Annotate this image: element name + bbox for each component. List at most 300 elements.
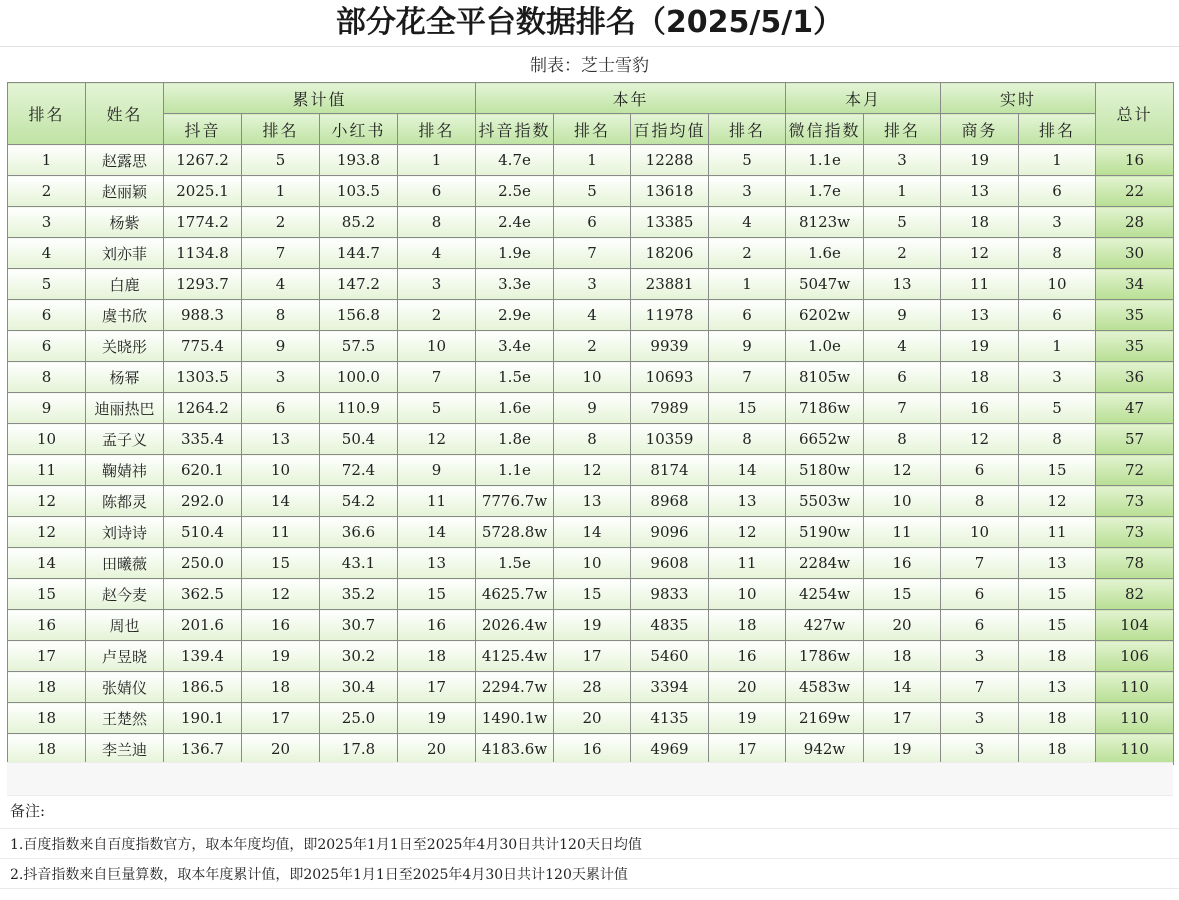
cell-total: 72 (1096, 455, 1174, 486)
cell-baidu-avg-rank: 19 (709, 703, 786, 734)
cell-douyin-rank: 14 (242, 486, 320, 517)
cell-douyin-rank: 17 (242, 703, 320, 734)
cell-total: 16 (1096, 145, 1174, 176)
cell-xiaohongshu-rank: 15 (398, 579, 476, 610)
header-name: 姓名 (86, 83, 164, 145)
cell-xiaohongshu: 30.4 (320, 672, 398, 703)
header-wechat-index-rank: 排名 (864, 114, 941, 145)
table-row (8, 610, 1174, 641)
cell-business: 16 (941, 393, 1019, 424)
cell-rank: 6 (8, 300, 86, 331)
note-item: 2.抖音指数来自巨量算数，取本年度累计值，即2025年1月1日至2025年4月30日共计120天累计值 (10, 867, 628, 883)
cell-name: 赵今麦 (86, 579, 164, 610)
cell-douyin-index-rank: 6 (554, 207, 631, 238)
cell-douyin-index: 1.9e (476, 238, 554, 269)
notes-heading: 备注: (10, 802, 46, 820)
cell-douyin-index-rank: 17 (554, 641, 631, 672)
cell-xiaohongshu-rank: 13 (398, 548, 476, 579)
cell-wechat-index-rank: 12 (864, 455, 941, 486)
cell-baidu-avg-rank: 13 (709, 486, 786, 517)
cell-name: 李兰迪 (86, 734, 164, 765)
cell-douyin-index-rank: 9 (554, 393, 631, 424)
cell-baidu-avg: 10359 (631, 424, 709, 455)
cell-xiaohongshu-rank: 2 (398, 300, 476, 331)
cell-xiaohongshu: 85.2 (320, 207, 398, 238)
table-row (8, 145, 1174, 176)
cell-total: 110 (1096, 734, 1174, 765)
cell-douyin-index-rank: 19 (554, 610, 631, 641)
header-wechat-index: 微信指数 (786, 114, 864, 145)
cell-baidu-avg-rank: 17 (709, 734, 786, 765)
table-row (8, 517, 1174, 548)
cell-rank: 12 (8, 486, 86, 517)
table-row (8, 238, 1174, 269)
cell-name: 卢昱晓 (86, 641, 164, 672)
cell-name: 白鹿 (86, 269, 164, 300)
cell-rank: 16 (8, 610, 86, 641)
table-row (8, 362, 1174, 393)
header-douyin-rank: 排名 (242, 114, 320, 145)
cell-baidu-avg: 18206 (631, 238, 709, 269)
cell-xiaohongshu-rank: 16 (398, 610, 476, 641)
cell-douyin-index: 1.5e (476, 548, 554, 579)
cell-douyin-rank: 16 (242, 610, 320, 641)
cell-business: 11 (941, 269, 1019, 300)
cell-douyin-index: 1490.1w (476, 703, 554, 734)
cell-business-rank: 18 (1019, 734, 1096, 765)
cell-name: 田曦薇 (86, 548, 164, 579)
table-row (8, 703, 1174, 734)
cell-baidu-avg: 3394 (631, 672, 709, 703)
cell-wechat-index: 2284w (786, 548, 864, 579)
table-row (8, 300, 1174, 331)
cell-douyin-index: 1.1e (476, 455, 554, 486)
cell-wechat-index: 1.0e (786, 331, 864, 362)
cell-douyin-rank: 3 (242, 362, 320, 393)
cell-douyin: 988.3 (164, 300, 242, 331)
cell-business: 6 (941, 579, 1019, 610)
header-xiaohongshu-rank: 排名 (398, 114, 476, 145)
cell-wechat-index: 427w (786, 610, 864, 641)
cell-baidu-avg-rank: 2 (709, 238, 786, 269)
header-douyin-index: 抖音指数 (476, 114, 554, 145)
table-row (8, 269, 1174, 300)
cell-douyin: 620.1 (164, 455, 242, 486)
cell-wechat-index-rank: 7 (864, 393, 941, 424)
cell-xiaohongshu: 30.2 (320, 641, 398, 672)
cell-wechat-index: 1.1e (786, 145, 864, 176)
cell-total: 34 (1096, 269, 1174, 300)
cell-douyin: 1303.5 (164, 362, 242, 393)
cell-rank: 11 (8, 455, 86, 486)
cell-wechat-index-rank: 18 (864, 641, 941, 672)
cell-rank: 14 (8, 548, 86, 579)
cell-douyin: 510.4 (164, 517, 242, 548)
cell-douyin-index-rank: 1 (554, 145, 631, 176)
cell-wechat-index: 4254w (786, 579, 864, 610)
cell-douyin-rank: 5 (242, 145, 320, 176)
cell-rank: 3 (8, 207, 86, 238)
cell-business: 8 (941, 486, 1019, 517)
cell-xiaohongshu: 144.7 (320, 238, 398, 269)
cell-xiaohongshu: 36.6 (320, 517, 398, 548)
cell-total: 110 (1096, 703, 1174, 734)
cell-business-rank: 1 (1019, 145, 1096, 176)
cell-name: 张婧仪 (86, 672, 164, 703)
cell-business-rank: 8 (1019, 238, 1096, 269)
cell-douyin-index-rank: 13 (554, 486, 631, 517)
cell-total: 47 (1096, 393, 1174, 424)
cell-name: 关晓彤 (86, 331, 164, 362)
cell-name: 周也 (86, 610, 164, 641)
cell-business-rank: 15 (1019, 579, 1096, 610)
header-baidu-avg-rank: 排名 (709, 114, 786, 145)
table-row (8, 579, 1174, 610)
cell-business-rank: 12 (1019, 486, 1096, 517)
cell-douyin: 1264.2 (164, 393, 242, 424)
cell-wechat-index: 942w (786, 734, 864, 765)
cell-douyin-rank: 7 (242, 238, 320, 269)
cell-wechat-index: 7186w (786, 393, 864, 424)
cell-douyin-index: 7776.7w (476, 486, 554, 517)
cell-douyin-index: 4625.7w (476, 579, 554, 610)
cell-douyin-index: 2.5e (476, 176, 554, 207)
cell-name: 杨幂 (86, 362, 164, 393)
cell-douyin-index: 4125.4w (476, 641, 554, 672)
cell-wechat-index: 6202w (786, 300, 864, 331)
cell-wechat-index-rank: 2 (864, 238, 941, 269)
table-body (8, 145, 1174, 765)
cell-name: 孟子义 (86, 424, 164, 455)
cell-rank: 6 (8, 331, 86, 362)
cell-baidu-avg-rank: 15 (709, 393, 786, 424)
header-rank: 排名 (8, 83, 86, 145)
cell-xiaohongshu-rank: 5 (398, 393, 476, 424)
cell-business: 18 (941, 362, 1019, 393)
cell-baidu-avg: 9096 (631, 517, 709, 548)
cell-xiaohongshu-rank: 3 (398, 269, 476, 300)
cell-douyin: 335.4 (164, 424, 242, 455)
cell-business-rank: 5 (1019, 393, 1096, 424)
cell-business-rank: 1 (1019, 331, 1096, 362)
cell-wechat-index-rank: 5 (864, 207, 941, 238)
cell-baidu-avg: 11978 (631, 300, 709, 331)
cell-business: 12 (941, 424, 1019, 455)
cell-rank: 10 (8, 424, 86, 455)
cell-douyin-index: 2026.4w (476, 610, 554, 641)
cell-douyin: 190.1 (164, 703, 242, 734)
cell-rank: 4 (8, 238, 86, 269)
cell-baidu-avg: 9608 (631, 548, 709, 579)
cell-xiaohongshu: 54.2 (320, 486, 398, 517)
cell-business: 19 (941, 331, 1019, 362)
cell-xiaohongshu: 25.0 (320, 703, 398, 734)
cell-total: 82 (1096, 579, 1174, 610)
header-group-realtime: 实时 (941, 83, 1096, 114)
cell-douyin-index-rank: 10 (554, 362, 631, 393)
cell-baidu-avg-rank: 18 (709, 610, 786, 641)
cell-xiaohongshu-rank: 7 (398, 362, 476, 393)
cell-douyin-rank: 18 (242, 672, 320, 703)
cell-douyin-index-rank: 16 (554, 734, 631, 765)
cell-baidu-avg: 13385 (631, 207, 709, 238)
cell-business: 6 (941, 610, 1019, 641)
ranking-table (7, 82, 1174, 765)
cell-name: 刘诗诗 (86, 517, 164, 548)
cell-business-rank: 8 (1019, 424, 1096, 455)
cell-wechat-index-rank: 10 (864, 486, 941, 517)
cell-douyin-index-rank: 15 (554, 579, 631, 610)
cell-baidu-avg-rank: 8 (709, 424, 786, 455)
header-douyin-index-rank: 排名 (554, 114, 631, 145)
cell-total: 57 (1096, 424, 1174, 455)
cell-douyin: 1267.2 (164, 145, 242, 176)
cell-wechat-index-rank: 9 (864, 300, 941, 331)
cell-douyin-rank: 12 (242, 579, 320, 610)
cell-baidu-avg-rank: 12 (709, 517, 786, 548)
cell-wechat-index-rank: 8 (864, 424, 941, 455)
cell-wechat-index: 5047w (786, 269, 864, 300)
grid-divider (0, 858, 1179, 859)
cell-total: 28 (1096, 207, 1174, 238)
cell-xiaohongshu-rank: 1 (398, 145, 476, 176)
cell-douyin-rank: 9 (242, 331, 320, 362)
cell-business: 7 (941, 548, 1019, 579)
cell-name: 虞书欣 (86, 300, 164, 331)
cell-business-rank: 3 (1019, 362, 1096, 393)
cell-baidu-avg: 23881 (631, 269, 709, 300)
header-business-rank: 排名 (1019, 114, 1096, 145)
cell-business: 3 (941, 734, 1019, 765)
cell-business-rank: 6 (1019, 176, 1096, 207)
table-row (8, 548, 1174, 579)
cell-wechat-index: 5180w (786, 455, 864, 486)
cell-douyin-rank: 1 (242, 176, 320, 207)
table-row (8, 331, 1174, 362)
cell-douyin: 1774.2 (164, 207, 242, 238)
cell-douyin-rank: 8 (242, 300, 320, 331)
cell-rank: 5 (8, 269, 86, 300)
cell-wechat-index-rank: 14 (864, 672, 941, 703)
cell-baidu-avg-rank: 1 (709, 269, 786, 300)
cell-business: 18 (941, 207, 1019, 238)
cell-wechat-index: 1786w (786, 641, 864, 672)
cell-wechat-index-rank: 13 (864, 269, 941, 300)
cell-douyin-rank: 20 (242, 734, 320, 765)
cell-total: 35 (1096, 300, 1174, 331)
cell-name: 杨紫 (86, 207, 164, 238)
cell-xiaohongshu-rank: 20 (398, 734, 476, 765)
cell-douyin: 139.4 (164, 641, 242, 672)
table-row (8, 734, 1174, 765)
cell-baidu-avg-rank: 7 (709, 362, 786, 393)
cell-douyin-index: 2.4e (476, 207, 554, 238)
cell-name: 鞠婧祎 (86, 455, 164, 486)
cell-business: 13 (941, 176, 1019, 207)
header-douyin: 抖音 (164, 114, 242, 145)
cell-douyin: 2025.1 (164, 176, 242, 207)
cell-total: 73 (1096, 517, 1174, 548)
grid-divider (0, 888, 1179, 889)
cell-business: 10 (941, 517, 1019, 548)
cell-baidu-avg-rank: 9 (709, 331, 786, 362)
cell-baidu-avg: 4969 (631, 734, 709, 765)
cell-wechat-index-rank: 19 (864, 734, 941, 765)
cell-business-rank: 15 (1019, 455, 1096, 486)
cell-wechat-index: 6652w (786, 424, 864, 455)
cell-wechat-index: 8105w (786, 362, 864, 393)
cell-baidu-avg: 12288 (631, 145, 709, 176)
cell-xiaohongshu: 50.4 (320, 424, 398, 455)
cell-xiaohongshu-rank: 8 (398, 207, 476, 238)
cell-business-rank: 6 (1019, 300, 1096, 331)
cell-xiaohongshu-rank: 6 (398, 176, 476, 207)
cell-douyin-index: 1.6e (476, 393, 554, 424)
cell-business-rank: 18 (1019, 703, 1096, 734)
cell-wechat-index-rank: 6 (864, 362, 941, 393)
cell-baidu-avg: 13618 (631, 176, 709, 207)
cell-total: 73 (1096, 486, 1174, 517)
cell-rank: 12 (8, 517, 86, 548)
cell-baidu-avg: 10693 (631, 362, 709, 393)
header-total: 总计 (1096, 83, 1174, 145)
cell-xiaohongshu: 17.8 (320, 734, 398, 765)
cell-baidu-avg-rank: 5 (709, 145, 786, 176)
cell-xiaohongshu: 156.8 (320, 300, 398, 331)
cell-business-rank: 13 (1019, 672, 1096, 703)
cell-douyin-index-rank: 14 (554, 517, 631, 548)
cell-douyin-rank: 19 (242, 641, 320, 672)
cell-baidu-avg-rank: 16 (709, 641, 786, 672)
table-row (8, 176, 1174, 207)
cell-total: 22 (1096, 176, 1174, 207)
cell-business-rank: 11 (1019, 517, 1096, 548)
table-row (8, 207, 1174, 238)
cell-douyin-index: 2294.7w (476, 672, 554, 703)
cell-douyin-rank: 6 (242, 393, 320, 424)
cell-rank: 18 (8, 703, 86, 734)
cell-xiaohongshu-rank: 17 (398, 672, 476, 703)
cell-total: 104 (1096, 610, 1174, 641)
cell-wechat-index-rank: 11 (864, 517, 941, 548)
cell-wechat-index: 5190w (786, 517, 864, 548)
cell-xiaohongshu-rank: 10 (398, 331, 476, 362)
cell-douyin: 362.5 (164, 579, 242, 610)
cell-total: 110 (1096, 672, 1174, 703)
cell-douyin-rank: 4 (242, 269, 320, 300)
table-row (8, 486, 1174, 517)
cell-wechat-index: 1.6e (786, 238, 864, 269)
header-xiaohongshu: 小红书 (320, 114, 398, 145)
cell-xiaohongshu-rank: 11 (398, 486, 476, 517)
cell-rank: 15 (8, 579, 86, 610)
cell-business: 19 (941, 145, 1019, 176)
cell-douyin-index-rank: 8 (554, 424, 631, 455)
cell-baidu-avg: 7989 (631, 393, 709, 424)
cell-total: 78 (1096, 548, 1174, 579)
cell-wechat-index-rank: 4 (864, 331, 941, 362)
note-item: 1.百度指数来自百度指数官方，取本年度均值，即2025年1月1日至2025年4月30日共计120天日均值 (10, 837, 642, 853)
cell-wechat-index: 4583w (786, 672, 864, 703)
cell-baidu-avg-rank: 20 (709, 672, 786, 703)
cell-douyin-index-rank: 12 (554, 455, 631, 486)
cell-rank: 9 (8, 393, 86, 424)
cell-xiaohongshu-rank: 12 (398, 424, 476, 455)
cell-total: 35 (1096, 331, 1174, 362)
cell-name: 王楚然 (86, 703, 164, 734)
cell-wechat-index: 5503w (786, 486, 864, 517)
header-group-this-month: 本月 (786, 83, 941, 114)
cell-business: 6 (941, 455, 1019, 486)
cell-wechat-index-rank: 15 (864, 579, 941, 610)
cell-douyin: 136.7 (164, 734, 242, 765)
cell-name: 迪丽热巴 (86, 393, 164, 424)
cell-xiaohongshu-rank: 14 (398, 517, 476, 548)
cell-xiaohongshu: 110.9 (320, 393, 398, 424)
cell-douyin: 186.5 (164, 672, 242, 703)
cell-business: 3 (941, 641, 1019, 672)
cell-baidu-avg-rank: 6 (709, 300, 786, 331)
header-baidu-avg: 百指均值 (631, 114, 709, 145)
table-row (8, 641, 1174, 672)
cell-baidu-avg: 5460 (631, 641, 709, 672)
cell-douyin-rank: 15 (242, 548, 320, 579)
cell-rank: 8 (8, 362, 86, 393)
cell-douyin: 201.6 (164, 610, 242, 641)
cell-name: 刘亦菲 (86, 238, 164, 269)
cell-business-rank: 10 (1019, 269, 1096, 300)
cell-business-rank: 15 (1019, 610, 1096, 641)
cell-wechat-index: 8123w (786, 207, 864, 238)
cell-wechat-index-rank: 17 (864, 703, 941, 734)
table-row (8, 424, 1174, 455)
cell-baidu-avg: 8174 (631, 455, 709, 486)
cell-douyin: 1293.7 (164, 269, 242, 300)
cell-douyin-index-rank: 10 (554, 548, 631, 579)
cell-xiaohongshu: 193.8 (320, 145, 398, 176)
cell-douyin: 1134.8 (164, 238, 242, 269)
cell-wechat-index-rank: 20 (864, 610, 941, 641)
cell-wechat-index: 1.7e (786, 176, 864, 207)
cell-business: 3 (941, 703, 1019, 734)
cell-rank: 18 (8, 734, 86, 765)
cell-business: 13 (941, 300, 1019, 331)
cell-baidu-avg: 4835 (631, 610, 709, 641)
cell-wechat-index-rank: 3 (864, 145, 941, 176)
table-row (8, 393, 1174, 424)
cell-xiaohongshu-rank: 4 (398, 238, 476, 269)
cell-douyin: 292.0 (164, 486, 242, 517)
table-row (8, 672, 1174, 703)
cell-rank: 18 (8, 672, 86, 703)
cell-business: 12 (941, 238, 1019, 269)
grid-divider (0, 828, 1179, 829)
cell-baidu-avg: 9833 (631, 579, 709, 610)
header-group-cumulative: 累计值 (164, 83, 476, 114)
cell-douyin-index-rank: 3 (554, 269, 631, 300)
cell-xiaohongshu: 35.2 (320, 579, 398, 610)
cell-rank: 2 (8, 176, 86, 207)
cell-douyin-rank: 10 (242, 455, 320, 486)
cell-douyin-index-rank: 4 (554, 300, 631, 331)
cell-wechat-index-rank: 16 (864, 548, 941, 579)
cell-business-rank: 13 (1019, 548, 1096, 579)
cell-name: 陈都灵 (86, 486, 164, 517)
cell-baidu-avg: 4135 (631, 703, 709, 734)
cell-baidu-avg-rank: 4 (709, 207, 786, 238)
cell-baidu-avg-rank: 3 (709, 176, 786, 207)
cell-baidu-avg: 8968 (631, 486, 709, 517)
